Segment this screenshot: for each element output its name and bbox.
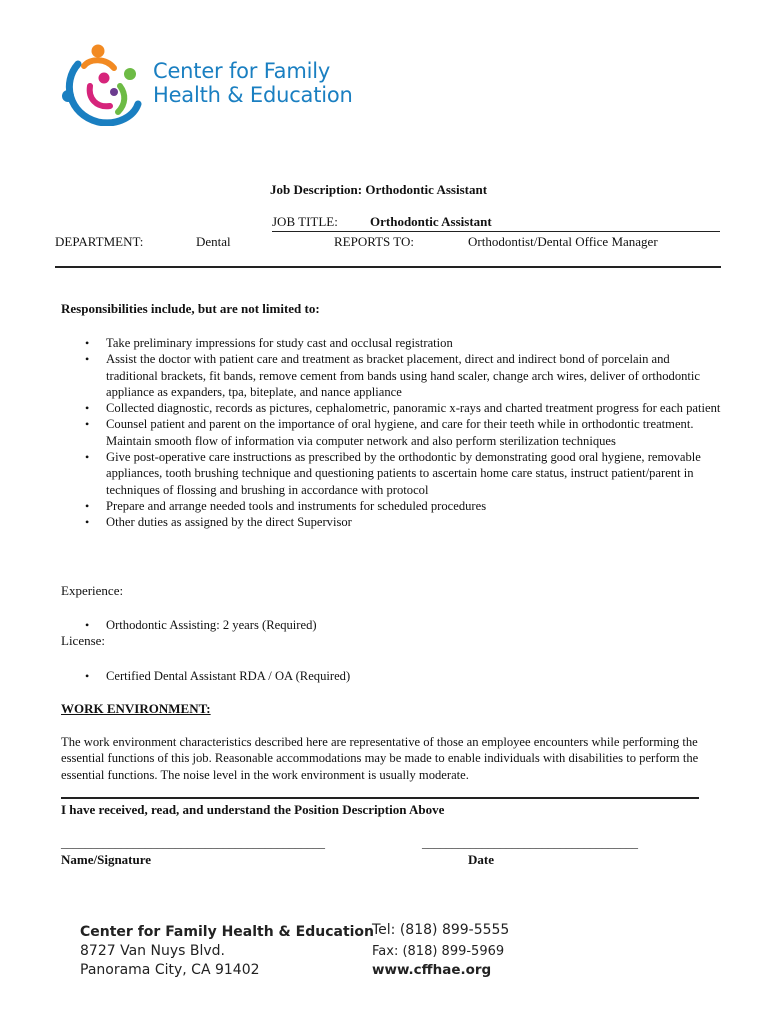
header-rule-top [272,231,720,232]
list-item: • Give post-operative care instructions as prescribed by the orthodontic by demonstrating good oral hygiene, removable appliances, tooth brushing technique and questioning patients to ascertain home care status, instruct patient/parent in techniques of flossing and brushing in accordance with protocol [61,449,721,498]
document-title: Job Description: Orthodontic Assistant [270,182,488,197]
footer-website[interactable]: www.cffhae.org [372,962,492,978]
work-environment-text: The work environment characteristics described here are representative of those an employee encounters while performing the essential functions of this job. Reasonable accommodations may be made to enable individuals with disabilities to perform the essential functions. The noise level in the work environment is usually moderate. [61,735,699,782]
footer-address-1: 8727 Van Nuys Blvd. [80,943,225,959]
list-item: • Collected diagnostic, records as pictures, cephalometric, panoramic x-rays and charted treatment progress for each patient [61,400,721,416]
logo [58,42,378,126]
job-title-label: JOB TITLE: [272,214,338,229]
acknowledgement-statement: I have received, read, and understand the Position Description Above [61,802,445,817]
list-item: • Orthodontic Assisting: 2 years (Required) [61,617,721,633]
department-value: Dental [196,234,231,249]
responsibilities-heading: Responsibilities include, but are not limited to: [61,301,320,316]
license-list [61,668,721,684]
header-rule-bottom [55,266,721,268]
acknowledgement-rule [61,797,699,799]
responsibilities-list [61,335,721,531]
experience-heading: Experience: [61,583,124,598]
signature-line[interactable]: ____________________________________________ [61,836,325,850]
list-item: • Assist the doctor with patient care and treatment as bracket placement, direct and indirect bond of porcelain and traditional brackets, fit bands, remove cement from bands using hand scaler, change arch wires, deliver of orthodontic appliance as expanders, tpa, biteplate, and nance appliance [61,351,721,400]
list-item: • Counsel patient and parent on the importance of oral hygiene, and care for their teeth while in orthodontic treatment. Maintain smooth flow of information via computer network and also perform sterilization techniques [61,416,721,449]
list-item: • Certified Dental Assistant RDA / OA (Required) [61,668,721,684]
license-heading: License: [61,633,106,648]
signature-label: Name/Signature [61,852,152,867]
list-item: • Prepare and arrange needed tools and instruments for scheduled procedures [61,498,721,514]
work-environment-heading: WORK ENVIRONMENT: [61,701,211,716]
logo-line-2: Health & Education [153,83,353,107]
list-item: • Take preliminary impressions for study cast and occlusal registration [61,335,721,351]
job-title-value: Orthodontic Assistant [370,214,492,229]
footer-address-2: Panorama City, CA 91402 [80,962,260,978]
experience-list [61,617,721,633]
footer-tel: Tel: (818) 899-5555 [372,922,510,938]
date-line[interactable]: ____________________________________ [422,836,638,850]
reports-to-label: REPORTS TO: [334,234,415,249]
logo-mark-icon [58,42,150,126]
logo-line-1: Center for Family [153,59,331,83]
date-label: Date [468,852,494,867]
footer-org-name: Center for Family Health & Education [80,924,375,940]
footer-fax: Fax: (818) 899-5969 [372,944,505,959]
department-label: DEPARTMENT: [55,234,144,249]
reports-to-value: Orthodontist/Dental Office Manager [468,234,658,249]
list-item: • Other duties as assigned by the direct Supervisor [61,514,721,530]
